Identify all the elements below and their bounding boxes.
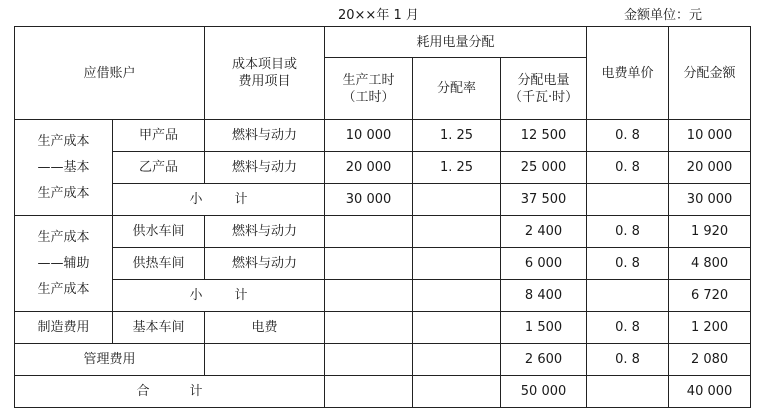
- table-row-heat: [15, 248, 751, 280]
- kwh-cell: 25 000: [501, 152, 587, 184]
- empty-cell: [325, 280, 413, 312]
- empty-cell: [587, 280, 669, 312]
- subtotal-label-char-2: 计: [234, 288, 248, 303]
- cost-item-cell: 燃料与动力: [205, 152, 325, 184]
- price-cell: 0. 8: [587, 312, 669, 344]
- col-rate-header: 分配率: [413, 58, 501, 120]
- empty-cell: [325, 216, 413, 248]
- price-cell: 0. 8: [587, 216, 669, 248]
- amount-cell: 40 000: [669, 376, 751, 408]
- table-row-aux-subtotal: [15, 280, 751, 312]
- header-row-1: [15, 27, 751, 58]
- col-account-header: 应借账户: [15, 27, 205, 120]
- empty-cell: [325, 312, 413, 344]
- dept-cell: 甲产品: [113, 120, 205, 152]
- account-basic-production: [15, 120, 113, 216]
- col-amount-header: 分配金额: [669, 27, 751, 120]
- amount-cell: 1 920: [669, 216, 751, 248]
- account-cell: 制造费用: [15, 312, 113, 344]
- basic-account-line-2: ——基本: [37, 159, 90, 175]
- table-row-overhead: [15, 312, 751, 344]
- total-label-char-1: 合: [136, 384, 150, 399]
- cost-item-cell: 燃料与动力: [205, 120, 325, 152]
- empty-cell: [413, 184, 501, 216]
- empty-cell: [413, 280, 501, 312]
- dept-cell: 基本车间: [113, 312, 205, 344]
- cost-item-header-line-2: 费用项目: [238, 74, 291, 89]
- empty-cell: [413, 344, 501, 376]
- account-cell: 管理费用: [15, 344, 205, 376]
- table-row-admin: [15, 344, 751, 376]
- currency-unit-label: 金额单位：元: [624, 8, 703, 23]
- subtotal-label-char-2: 计: [234, 192, 248, 207]
- kwh-cell: 8 400: [501, 280, 587, 312]
- price-cell: 0. 8: [587, 344, 669, 376]
- price-cell: 0. 8: [587, 248, 669, 280]
- col-work-hours-header: [325, 58, 413, 120]
- table-row-jia: [15, 120, 751, 152]
- kwh-cell: 2 600: [501, 344, 587, 376]
- kwh-cell: 37 500: [501, 184, 587, 216]
- cost-item-cell: 燃料与动力: [205, 216, 325, 248]
- aux-account-line-3: 生产成本: [37, 281, 90, 297]
- amount-cell: 10 000: [669, 120, 751, 152]
- work-hours-header-line-1: 生产工时: [342, 72, 395, 88]
- empty-cell: [325, 376, 413, 408]
- empty-cell: [325, 344, 413, 376]
- work-hours-header-line-2: （工时）: [342, 89, 395, 105]
- subtotal-label-char-1: 小: [189, 192, 203, 207]
- total-label-char-2: 计: [189, 384, 203, 399]
- empty-cell: [205, 344, 325, 376]
- amount-cell: 6 720: [669, 280, 751, 312]
- col-cost-item-header: [205, 27, 325, 120]
- cost-item-header-line-1: 成本项目或: [232, 57, 298, 72]
- kwh-cell: 1 500: [501, 312, 587, 344]
- amount-cell: 2 080: [669, 344, 751, 376]
- subtotal-label: [113, 280, 325, 312]
- amount-cell: 1 200: [669, 312, 751, 344]
- cost-item-cell: 燃料与动力: [205, 248, 325, 280]
- rate-cell: 1. 25: [413, 120, 501, 152]
- table-row-basic-subtotal: [15, 184, 751, 216]
- aux-account-line-1: 生产成本: [37, 229, 90, 245]
- empty-cell: [413, 376, 501, 408]
- empty-cell: [413, 248, 501, 280]
- kwh-cell: 50 000: [501, 376, 587, 408]
- electricity-allocation-table: [14, 26, 751, 408]
- kwh-cell: 2 400: [501, 216, 587, 248]
- price-cell: 0. 8: [587, 152, 669, 184]
- amount-cell: 4 800: [669, 248, 751, 280]
- kwh-header-line-1: 分配电量: [517, 72, 570, 88]
- amount-cell: 20 000: [669, 152, 751, 184]
- hours-cell: 10 000: [325, 120, 413, 152]
- kwh-cell: 6 000: [501, 248, 587, 280]
- subtotal-label: [113, 184, 325, 216]
- total-label: [15, 376, 325, 408]
- col-unit-price-header: 电费单价: [587, 27, 669, 120]
- cost-item-cell: 电费: [205, 312, 325, 344]
- hours-cell: 30 000: [325, 184, 413, 216]
- subtotal-label-char-1: 小: [189, 288, 203, 303]
- empty-cell: [587, 376, 669, 408]
- dept-cell: 供热车间: [113, 248, 205, 280]
- basic-account-line-1: 生产成本: [37, 133, 90, 149]
- rate-cell: 1. 25: [413, 152, 501, 184]
- period-label: 20××年 1 月: [338, 8, 419, 23]
- table-row-water: [15, 216, 751, 248]
- dept-cell: 供水车间: [113, 216, 205, 248]
- price-cell: 0. 8: [587, 120, 669, 152]
- empty-cell: [413, 312, 501, 344]
- hours-cell: 20 000: [325, 152, 413, 184]
- col-power-alloc-header: 耗用电量分配: [325, 27, 587, 58]
- amount-cell: 30 000: [669, 184, 751, 216]
- aux-account-line-2: ——辅助: [37, 255, 90, 271]
- table-row-total: [15, 376, 751, 408]
- col-kwh-header: [501, 58, 587, 120]
- table-row-yi: [15, 152, 751, 184]
- dept-cell: 乙产品: [113, 152, 205, 184]
- kwh-cell: 12 500: [501, 120, 587, 152]
- empty-cell: [587, 184, 669, 216]
- account-aux-production: [15, 216, 113, 312]
- empty-cell: [413, 216, 501, 248]
- basic-account-line-3: 生产成本: [37, 185, 90, 201]
- kwh-header-line-2: （千瓦·时）: [508, 89, 579, 105]
- empty-cell: [325, 248, 413, 280]
